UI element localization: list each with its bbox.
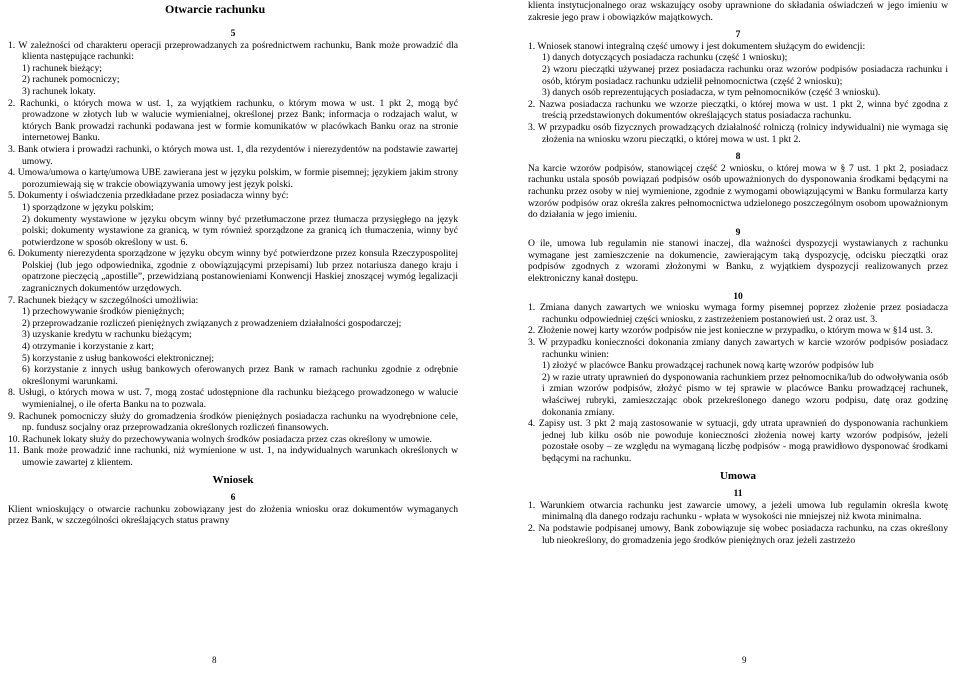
page-number: 8 [212, 655, 217, 666]
sec5-subitem: 3) rachunek lokaty. [22, 85, 96, 97]
sec10-subitem: 2) w razie utraty uprawnień do dysponowania rachunkiem przez pełnomocnika/lub do odwoływania osób i zmian wzorów podpisów, złożyć pismo w tej sprawie w placówce Banku prowadzącej rachunek, właściwej rubryki, zamieszczając obok przekreślonego danego wzoru podpisu, datę oraz godzinę dokonania zmiany. [542, 371, 948, 418]
paragraph-number-9: 9 [735, 226, 741, 238]
paragraph-number-10: 10 [733, 290, 743, 302]
sec7-item: 3. W przypadku osób fizycznych prowadzących działalność rolniczą (rolnicy indywidualni) nie wymaga się złożenia na wniosku wzoru pieczątki, o której mowa w ust. 1 pkt 2. [528, 121, 948, 145]
sec10-item: 2. Złożenie nowej karty wzorów podpisów nie jest konieczne w przypadku, o którym mowa w §14 ust. 3. [528, 325, 933, 337]
paragraph-number-7: 7 [735, 29, 741, 41]
sec10-subitem: 1) złożyć w placówce Banku prowadzącej rachunek nową kartę wzorów podpisów lub [542, 360, 874, 372]
sec5-subitem: 2) przeprowadzanie rozliczeń pieniężnych związanych z prowadzeniem działalności gospodarczej; [22, 317, 402, 329]
sec7-subitem: 2) wzoru pieczątki używanej przez posiadacza rachunku oraz wzorów podpisów posiadacza rachunku i osób, którym posiadacz rachunku udzielił pełnomocnictwa (część 2 wniosku); [542, 63, 948, 87]
section-title-otwarcie: Otwarcie rachunku [165, 2, 266, 16]
sec5-item: 11. Bank może prowadzić inne rachunki, niż wymienione w ust. 1, na indywidualnych warunkach określonych w umowie zawartej z klientem. [8, 445, 458, 468]
sec7-subitem: 1) danych dotyczących posiadacza rachunku (część 1 wniosku); [542, 52, 788, 64]
sec11-item: 2. Na podstawie podpisanej umowy, Bank zobowiązuje się wobec posiadacza rachunku, na czas określony lub nieokreślony, do gromadzenia jego środków pieniężnych oraz jeżeli zastrzeżo [528, 522, 948, 546]
sec5-item: 9. Rachunek pomocniczy służy do gromadzenia środków pieniężnych posiadacza rachunku na wyodrębnione cele, np. fundusz socjalny oraz przeprowadzania określonych rozliczeń finansowych. [8, 410, 458, 434]
sec5-subitem: 3) uzyskanie kredytu w rachunku bieżącym; [22, 329, 192, 341]
sec5-item: 4. Umowa/umowa o kartę/umowa UBE zawierana jest w języku polskim, w formie pisemnej; językiem jakim strony porozumiewają się w trakcie obowiązywania umowy jest język polski. [8, 167, 458, 190]
paragraph-number-6: 6 [230, 492, 236, 504]
sec5-subitem: 6) korzystanie z innych usług bankowych oferowanych przez Bank w ramach rachunku zgodnie z odrębnie określonymi warunkami. [22, 364, 458, 387]
paragraph-number-11: 11 [733, 488, 743, 500]
sec5-item: 6. Dokumenty nierezydenta sporządzone w języku obcym winny być potwierdzone przez konsula Rzeczypospolitej Polskiej (lub jego odpowiednika, zgodnie z obowiązującymi przepisami) lub przez notariusza danego kraju i opatrzone pieczęcią „apostille”, przewidzianą postanowieniami Konwencji Haskiej znoszącej wymóg legalizacji zagranicznych dokumentów urzędowych. [8, 248, 458, 295]
sec5-item: 1. W zależności od charakteru operacji przeprowadzanych za pośrednictwem rachunku, Bank może prowadzić dla klienta następujące rachunki: [8, 39, 458, 63]
sec5-item: 5. Dokumenty i oświadczenia przedkładane przez posiadacza winny być: [8, 190, 289, 202]
sec6-text: Klient wnioskujący o otwarcie rachunku zobowiązany jest do złożenia wniosku oraz dokumentów wymaganych przez Bank, w szczególności określających status prawny [8, 503, 458, 527]
sec10-item: 4. Zapisy ust. 3 pkt 2 mają zastosowanie w sytuacji, gdy utrata uprawnień do dysponowania rachunkiem jednej lub kilku osób nie powoduje konieczności złożenia nowej karty wzorów podpisów, jeżeli pozostałe osoby – ze względu na wymaganą liczbę podpisów - mogą prawidłowo dysponować środkami będącymi na rachunku. [528, 418, 948, 464]
sec10-item: 3. W przypadku konieczności dokonania zmiany danych zawartych w karcie wzorów podpisów posiadacz rachunku winien: [528, 337, 948, 360]
sec5-item: 8. Usługi, o których mowa w ust. 7, mogą zostać udostępnione dla rachunku bieżącego prowadzonego w walucie wymienialnej, o ile oferta Banku na to pozwala. [8, 387, 458, 410]
sec5-subitem: 5) korzystanie z usług bankowości elektronicznej; [22, 352, 215, 364]
sec5-item: 7. Rachunek bieżący w szczególności umożliwia: [8, 294, 199, 306]
right-page [480, 0, 960, 673]
sec5-subitem: 4) otrzymanie i korzystanie z kart; [22, 341, 154, 353]
sec5-item: 3. Bank otwiera i prowadzi rachunki, o których mowa ust. 1, dla rezydentów i nierezydentów na podstawie zawartej umowy. [8, 143, 458, 167]
sec11-item: 1. Warunkiem otwarcia rachunku jest zawarcie umowy, a jeżeli umowa lub regulamin określa kwotę minimalną dla danego rodzaju rachunku - wpłata w wysokości nie mniejszej niż kwota minimalna. [528, 499, 948, 523]
continuation-text: klienta instytucjonalnego oraz wskazujący osoby uprawnione do składania oświadczeń w jego imieniu w zakresie jego praw i obowiązków majątkowych. [528, 0, 948, 23]
page-number: 9 [742, 655, 747, 666]
heading-umowa: Umowa [719, 469, 757, 482]
sec5-subitem: 2) rachunek pomocniczy; [22, 74, 120, 86]
sec7-subitem: 3) danych osób reprezentujących posiadacza, w tym pełnomocników (część 3 wniosku). [542, 87, 881, 99]
sec5-subitem: 1) sporządzone w języku polskim; [22, 201, 154, 213]
paragraph-number-5: 5 [230, 28, 236, 39]
sec5-subitem: 1) rachunek bieżący; [22, 62, 102, 74]
sec10-item: 1. Zmiana danych zawartych we wniosku wymaga formy pisemnej poprzez złożenie przez posiadacza rachunku odpowiedniej części wniosku, z zastrzeżeniem postanowień ust. 2 oraz ust. 3. [528, 302, 948, 325]
sec5-subitem: 2) dokumenty wystawione w języku obcym winny być przetłumaczone przez tłumacza przysięgłego na język polski; dokumenty wystawione za granicą, w tym również sporządzone za granicą ich tłumaczenia, winny być potwierdzone w sposób określony w ust. 6. [22, 213, 458, 248]
sec9-text: O ile, umowa lub regulamin nie stanowi inaczej, dla ważności dyspozycji wystawianych z rachunku wymagane jest zamieszczenie na dokumencie, zawierającym taką dyspozycję, odcisku pieczątki oraz podpisów zgodnych z wzorami złożonymi w Banku, z wyjątkiem dyspozycji realizowanych przez elektroniczny kanał dostępu. [528, 238, 948, 285]
sec7-item: 1. Wniosek stanowi integralną część umowy i jest dokumentem służącym do ewidencji: [528, 40, 866, 52]
sec5-subitem: 1) przechowywanie środków pieniężnych; [22, 306, 185, 318]
paragraph-number-8: 8 [735, 151, 741, 163]
sec7-item: 2. Nazwa posiadacza rachunku we wzorze pieczątki, o której mowa w ust. 1 pkt 2, winna być zgodna z treścią przedstawionych dokumentów określających status posiadacza rachunku. [528, 98, 948, 122]
sec8-text: Na karcie wzorów podpisów, stanowiącej część 2 wniosku, o której mowa w § 7 ust. 1 pkt 2, posiadacz rachunku ustala sposób powiązań podpisów osób upoważnionych do dysponowania środkami będącymi na rachunku przez osoby w niej wymienione, zgodnie z wymogami obowiązującymi w Banku formularza karty wzorów podpisów oraz określa zakres pełnomocnictwa udzielonego poszczególnym osobom upoważnionym do działania w jego imieniu. [528, 162, 948, 221]
sec5-item: 10. Rachunek lokaty służy do przechowywania wolnych środków posiadacza przez czas określony w umowie. [8, 433, 432, 445]
sec5-item: 2. Rachunki, o których mowa w ust. 1, za wyjątkiem rachunku, o którym mowa w ust. 1 pkt 2, mogą być prowadzone w złotych lub w walucie wymienialnej, określonej przez Bank; informacja o rodzajach walut, w których Bank prowadzi rachunki podawana jest w formie komunikatów w placówkach Banku oraz na stronie internetowej Banku. [8, 97, 458, 144]
heading-wniosek: Wniosek [212, 473, 254, 486]
